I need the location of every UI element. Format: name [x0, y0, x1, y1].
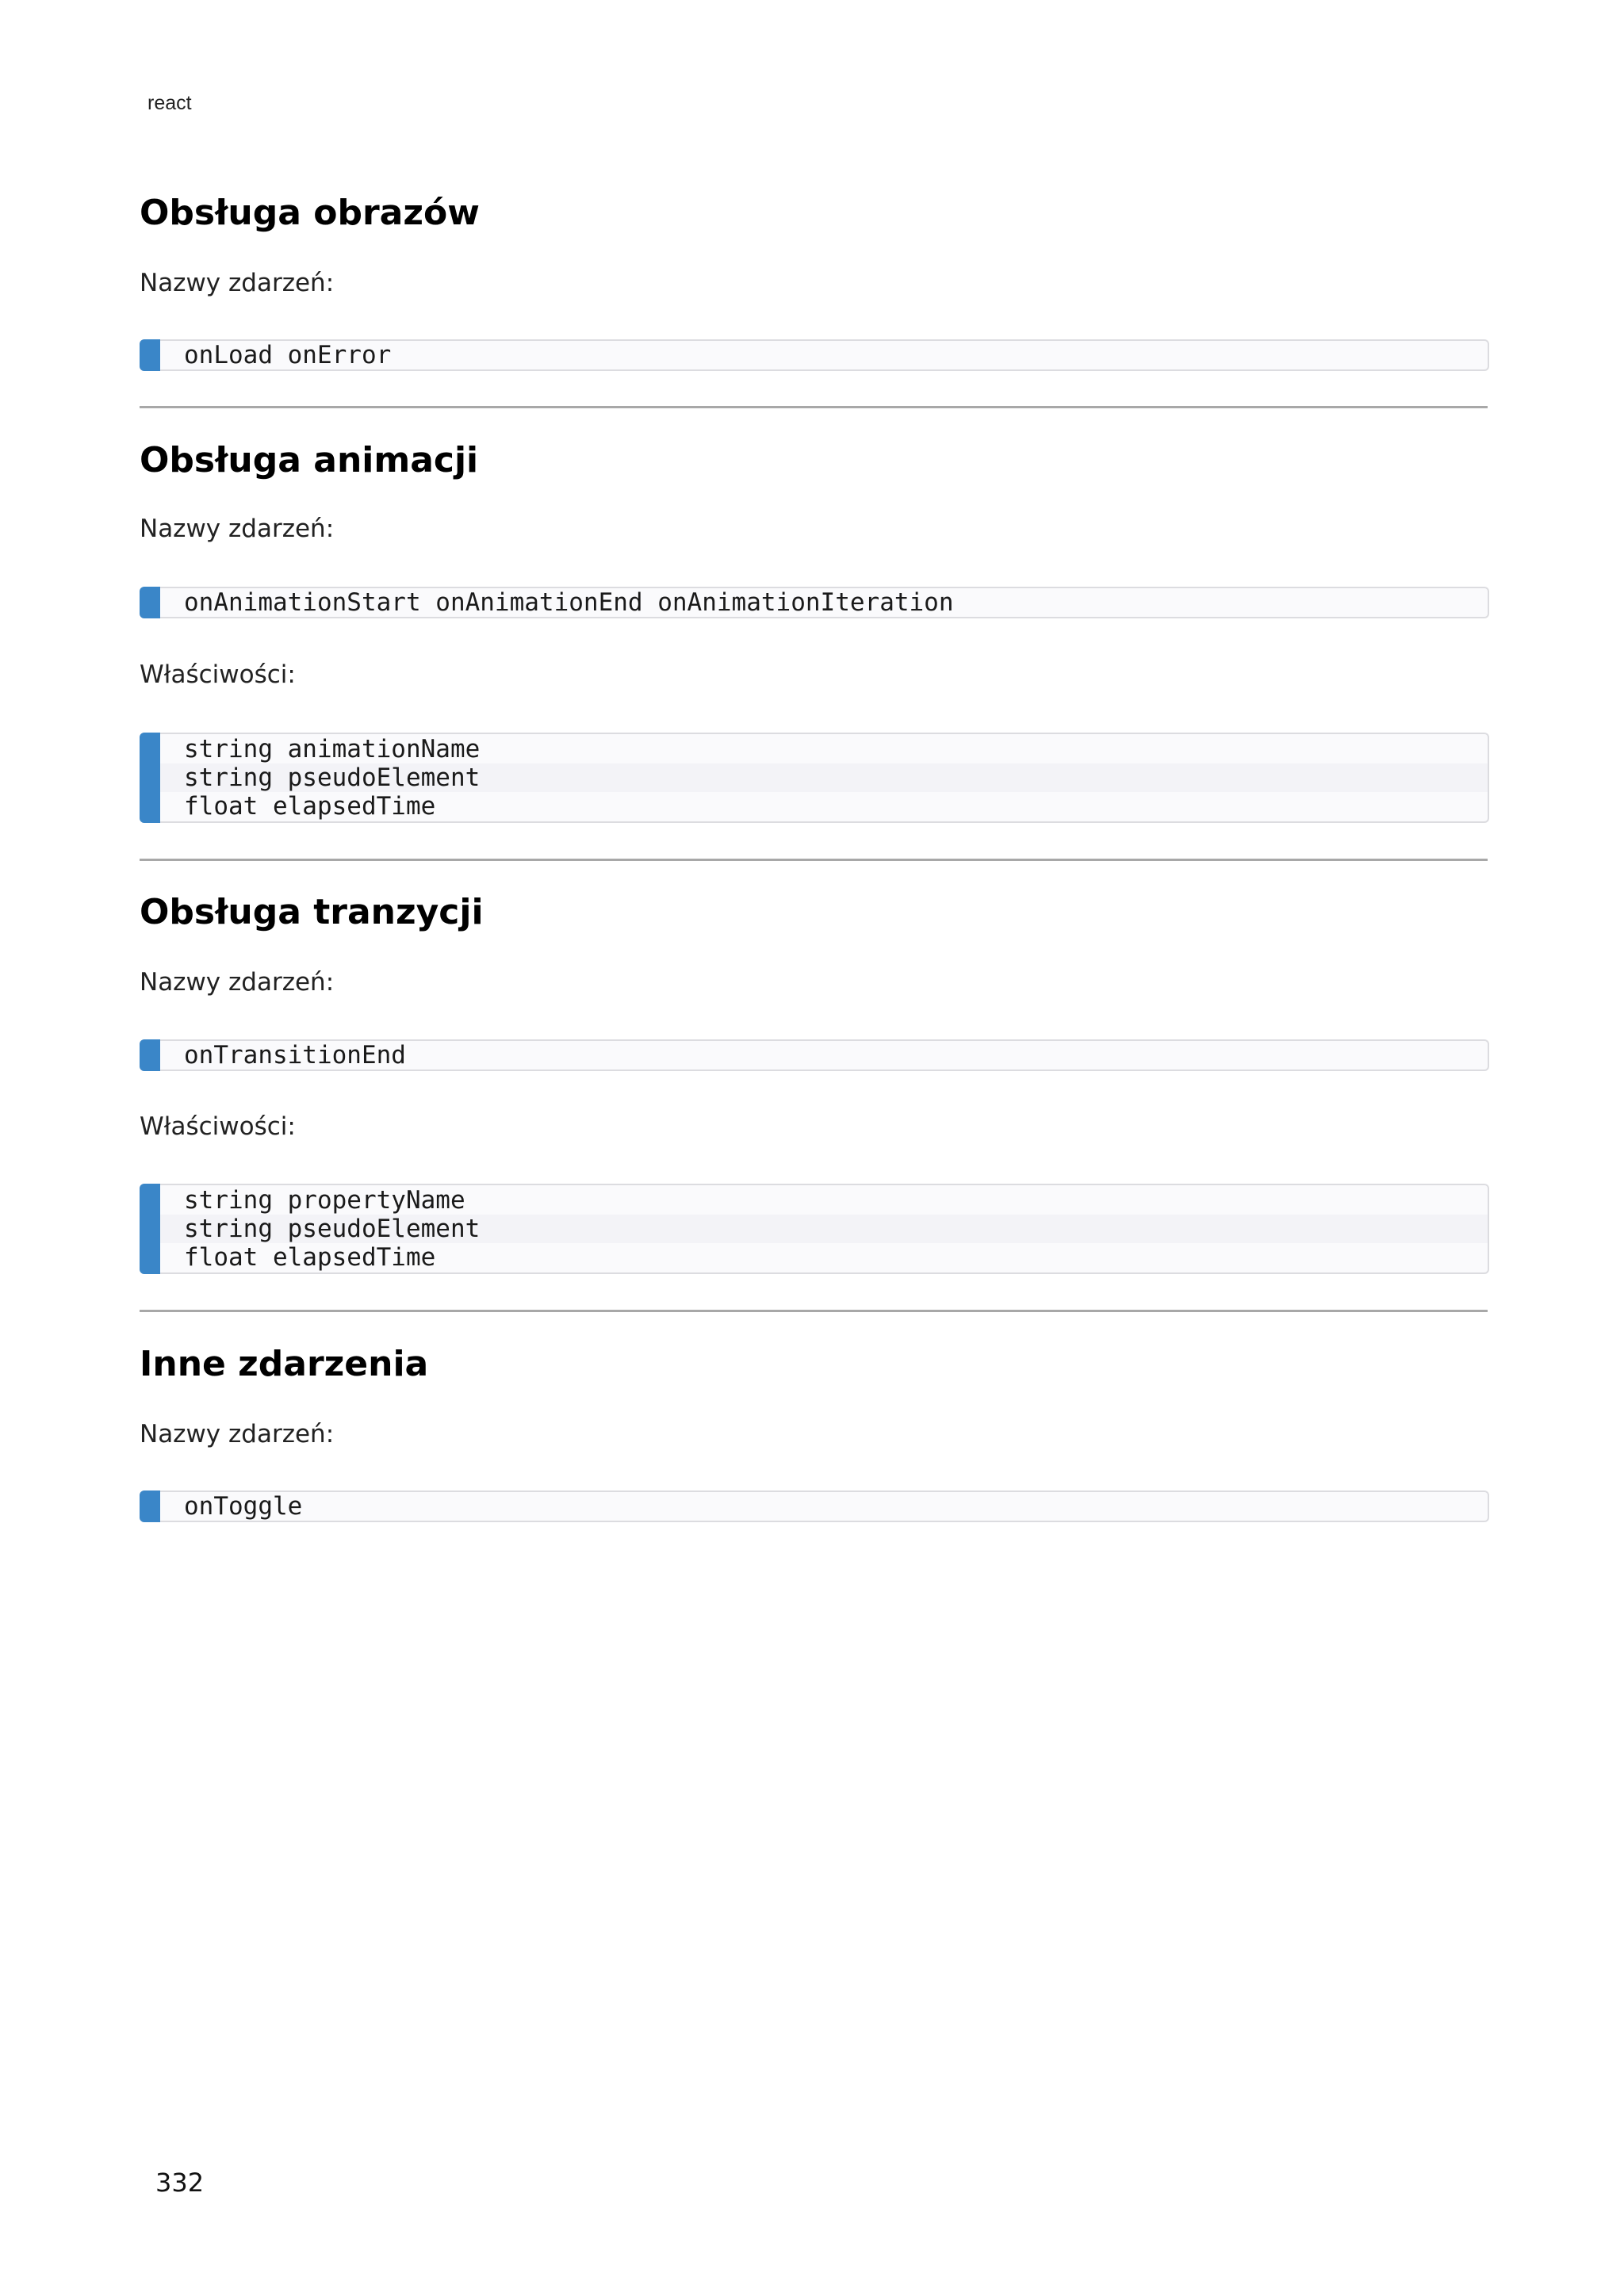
code-accent-bar: [140, 339, 160, 371]
page-number: 332: [155, 2168, 205, 2198]
properties-label: Właściwości:: [140, 660, 296, 689]
code-line: onAnimationStart onAnimationEnd onAnimationIteration: [184, 588, 954, 617]
section-divider: [140, 1310, 1488, 1312]
code-line: onLoad onError: [184, 341, 392, 369]
section-title: Obsługa obrazów: [140, 193, 480, 233]
events-label: Nazwy zdarzeń:: [140, 269, 335, 297]
code-block: [140, 1039, 1489, 1071]
events-label: Nazwy zdarzeń:: [140, 1420, 335, 1448]
properties-label: Właściwości:: [140, 1112, 296, 1141]
section-image-events: [140, 186, 1488, 369]
code-block: [140, 1490, 1489, 1522]
code-block: [140, 339, 1489, 371]
section-title: Obsługa tranzycji: [140, 892, 484, 932]
section-title: Obsługa animacji: [140, 440, 479, 480]
events-label: Nazwy zdarzeń:: [140, 515, 335, 543]
code-line: onToggle: [184, 1492, 303, 1521]
code-block: [140, 733, 1489, 823]
code-line: string pseudoElement: [140, 763, 1488, 792]
section-transition-events: [140, 885, 1488, 1272]
section-title: Inne zdarzenia: [140, 1344, 429, 1384]
code-line: string pseudoElement: [140, 1215, 1488, 1243]
code-block: [140, 1184, 1489, 1274]
code-block: [140, 587, 1489, 618]
code-accent-bar: [140, 587, 160, 618]
code-line: float elapsedTime: [184, 1243, 436, 1272]
running-head: react: [147, 92, 192, 114]
section-divider: [140, 406, 1488, 408]
code-accent-bar: [140, 1490, 160, 1522]
code-line: float elapsedTime: [184, 792, 436, 821]
code-accent-bar: [140, 733, 160, 823]
code-line: string animationName: [184, 735, 481, 763]
code-accent-bar: [140, 1039, 160, 1071]
section-divider: [140, 859, 1488, 861]
events-label: Nazwy zdarzeń:: [140, 968, 335, 997]
code-accent-bar: [140, 1184, 160, 1274]
section-other-events: [140, 1337, 1488, 1521]
code-line: string propertyName: [184, 1186, 465, 1215]
code-line: onTransitionEnd: [184, 1041, 406, 1070]
section-animation-events: [140, 433, 1488, 821]
